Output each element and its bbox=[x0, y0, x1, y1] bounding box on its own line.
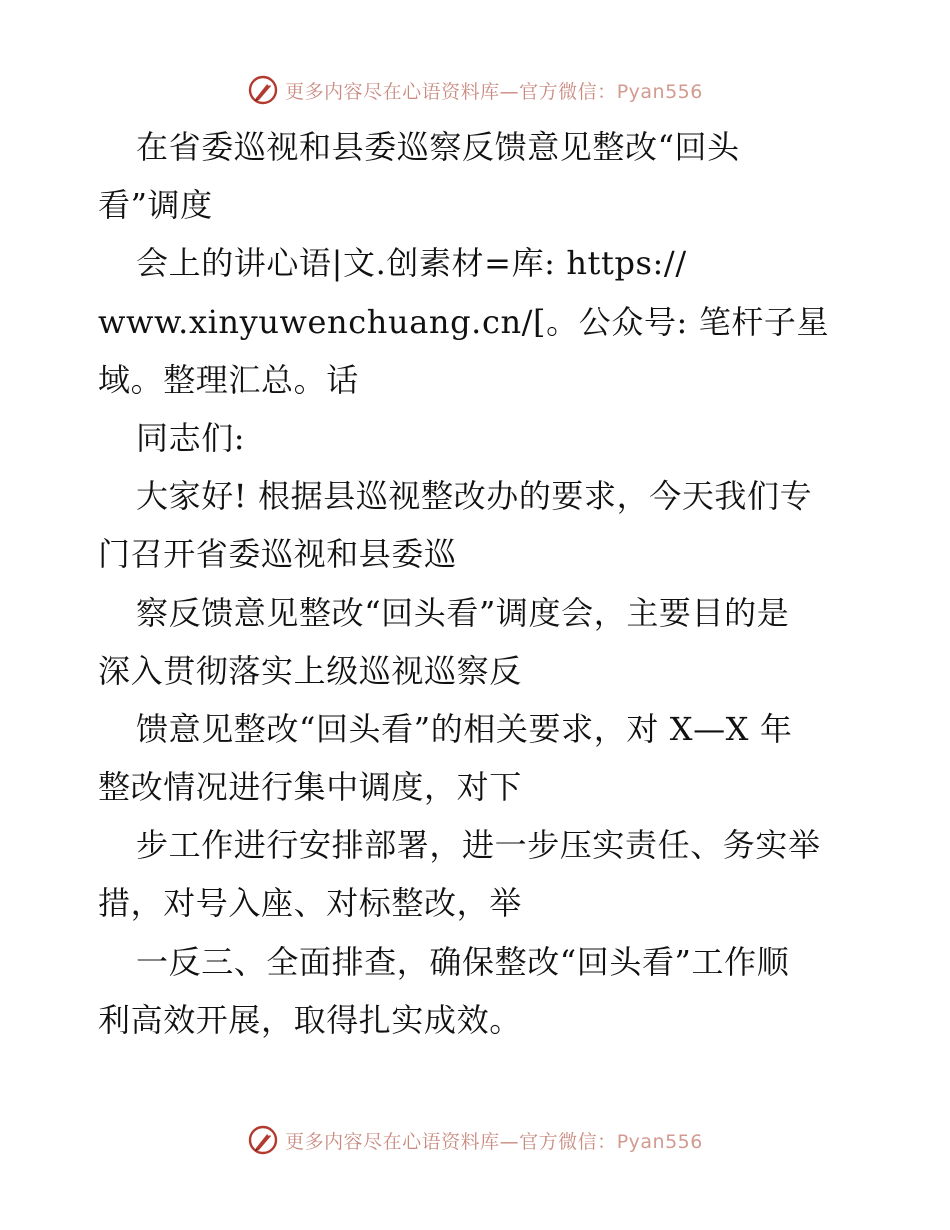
banner-text bbox=[285, 77, 703, 104]
wechat-label: 官方微信： bbox=[519, 1130, 617, 1153]
wechat-id: Pyan556 bbox=[616, 1130, 703, 1153]
title-line-2: 看”调度 bbox=[98, 186, 213, 225]
source-line-2: www.xinyuwenchuang.cn/[。公众号: 笔杆子星 bbox=[98, 302, 830, 341]
paragraph-line: 步工作进行安排部署，进一步压实责任、务实举 bbox=[136, 826, 821, 865]
paragraph-line: 整改情况进行集中调度，对下 bbox=[98, 768, 522, 807]
wechat-id: Pyan556 bbox=[616, 80, 703, 103]
source-line-1: 会上的讲心语|文.创素材=库: https:// bbox=[136, 244, 687, 283]
source-line-3: 域。整理汇总。话 bbox=[98, 360, 359, 399]
pen-logo-icon bbox=[247, 1124, 279, 1156]
banner-slogan: 更多内容尽在心语资料库 bbox=[285, 1130, 500, 1153]
title-line-1: 在省委巡视和县委巡察反馈意见整改“回头 bbox=[136, 128, 740, 166]
pen-logo-icon bbox=[247, 74, 279, 106]
banner-slogan: 更多内容尽在心语资料库 bbox=[285, 80, 500, 103]
paragraph-line: 一反三、全面排查，确保整改“回头看”工作顺 bbox=[136, 942, 790, 981]
footer-banner bbox=[0, 1120, 950, 1160]
header-banner bbox=[0, 70, 950, 110]
paragraph-line: 大家好! 根据县巡视整改办的要求，今天我们专 bbox=[136, 477, 813, 516]
banner-text bbox=[285, 1127, 703, 1154]
paragraph-line: 措，对号入座、对标整改，举 bbox=[98, 884, 522, 923]
paragraph-line: 门召开省委巡视和县委巡 bbox=[98, 535, 457, 574]
banner-separator: — bbox=[499, 1130, 520, 1153]
document-body bbox=[98, 118, 858, 1049]
banner-separator: — bbox=[499, 80, 520, 103]
paragraph-line: 利高效开展，取得扎实成效。 bbox=[98, 1000, 522, 1039]
wechat-label: 官方微信： bbox=[519, 80, 617, 103]
paragraph-line: 馈意见整改“回头看”的相关要求，对 X—X 年 bbox=[136, 709, 793, 748]
paragraph-line: 深入贯彻落实上级巡视巡察反 bbox=[98, 651, 522, 690]
paragraph-line: 察反馈意见整改“回头看”调度会，主要目的是 bbox=[136, 593, 790, 632]
salutation: 同志们: bbox=[136, 418, 246, 457]
